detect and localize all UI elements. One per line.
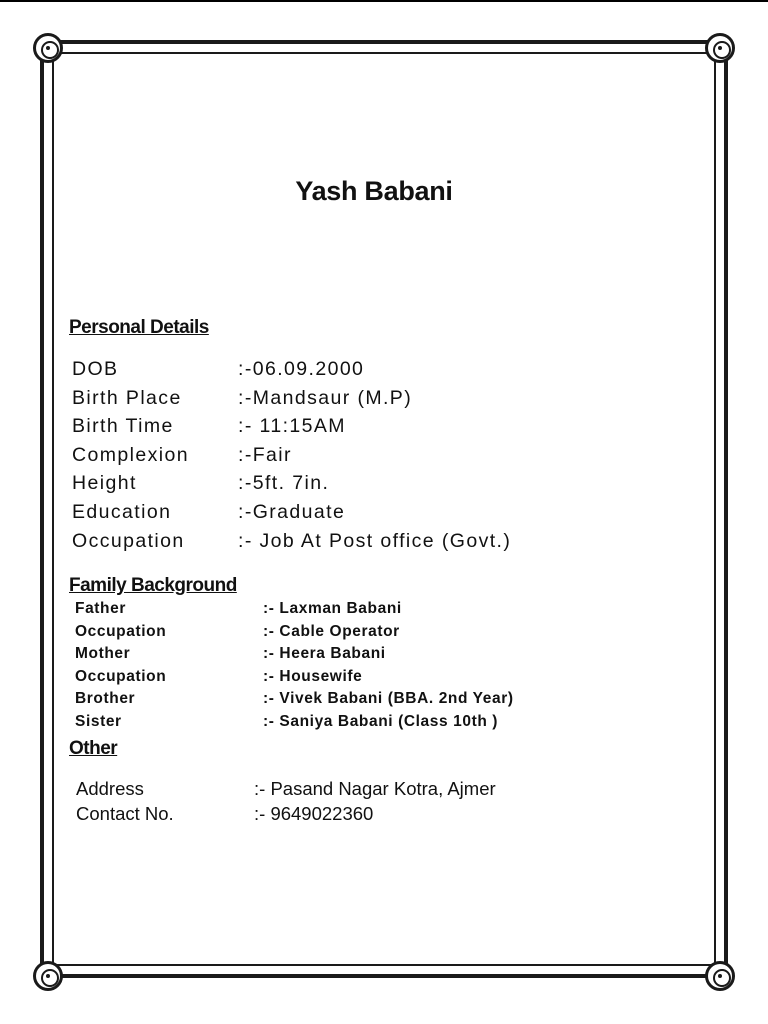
detail-value: :-5ft. 7in.: [238, 472, 330, 495]
detail-label: Complexion: [72, 443, 189, 466]
family-label: Occupation: [75, 667, 167, 685]
detail-label: Birth Time: [72, 415, 174, 438]
family-value: :- Vivek Babani (BBA. 2nd Year): [263, 690, 514, 707]
family-value: :- Heera Babani: [263, 645, 386, 662]
family-label: Mother: [75, 645, 131, 662]
detail-label: Education: [72, 500, 172, 523]
detail-label: DOB: [72, 358, 119, 380]
detail-value: :-06.09.2000: [238, 358, 365, 380]
detail-value: :- Job At Post office (Govt.): [238, 529, 512, 552]
other-label: Contact No.: [76, 803, 174, 824]
corner-ornament-icon: [33, 961, 63, 991]
document-title: Yash Babani: [295, 176, 453, 206]
other-value: :- 9649022360: [254, 803, 374, 824]
corner-ornament-icon: [33, 33, 63, 63]
family-value: :- Cable Operator: [263, 622, 400, 640]
corner-ornament-icon: [705, 961, 735, 991]
section-heading-family-background: Family Background: [69, 575, 237, 596]
detail-label: Occupation: [72, 529, 185, 552]
family-value: :- Laxman Babani: [263, 600, 402, 617]
section-heading-other: Other: [69, 738, 118, 759]
detail-value: :-Fair: [238, 443, 292, 466]
other-value: :- Pasand Nagar Kotra, Ajmer: [254, 778, 496, 799]
detail-value: :-Mandsaur (M.P): [238, 386, 413, 409]
detail-value: :- 11:15AM: [238, 415, 346, 438]
top-edge-line: [0, 0, 768, 2]
family-value: :- Housewife: [263, 667, 363, 685]
detail-value: :-Graduate: [238, 500, 346, 523]
section-heading-personal-details: Personal Details: [69, 317, 209, 338]
family-value: :- Saniya Babani (Class 10th ): [263, 712, 499, 730]
other-label: Address: [76, 778, 144, 799]
corner-ornament-icon: [705, 33, 735, 63]
family-label: Father: [75, 600, 126, 617]
detail-label: Height: [72, 472, 137, 495]
family-label: Brother: [75, 690, 136, 707]
family-label: Occupation: [75, 622, 167, 640]
detail-label: Birth Place: [72, 386, 182, 409]
family-label: Sister: [75, 712, 122, 730]
